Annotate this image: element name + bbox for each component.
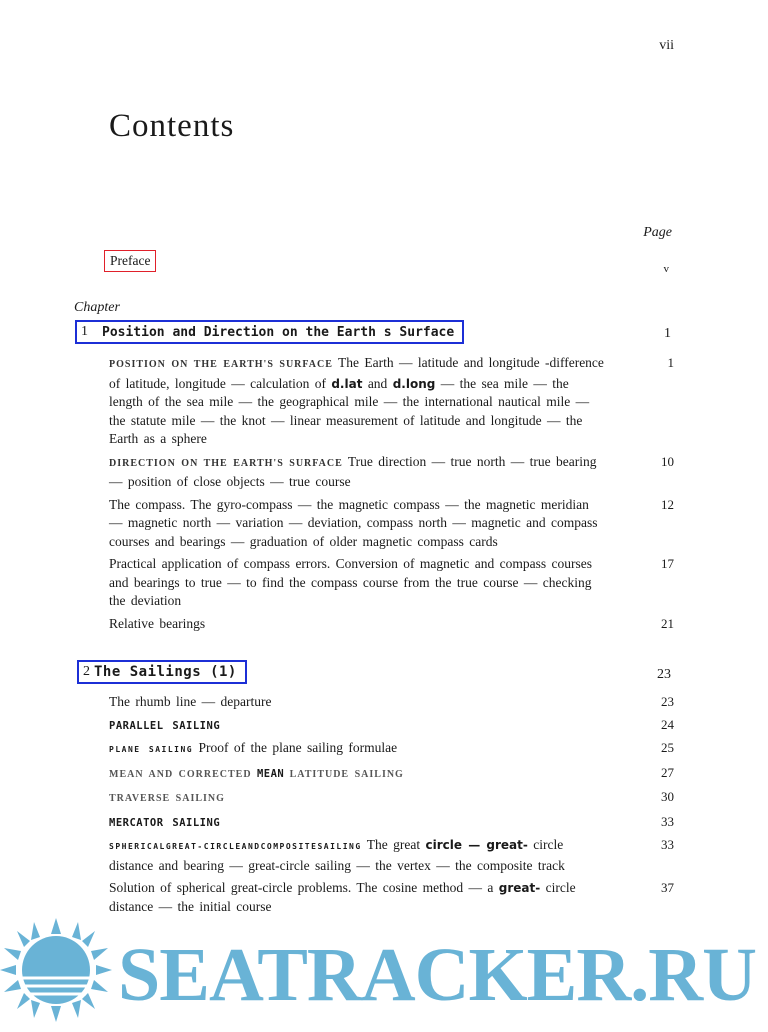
chapter-column-label: Chapter: [74, 300, 120, 315]
chapter-2-page: 23: [657, 667, 671, 682]
toc-entry[interactable]: [109, 354, 674, 449]
chapter-1-page: 1: [664, 326, 671, 341]
entry-lead: PLANE SAILING: [109, 745, 194, 754]
entry-bold: circle — great-: [425, 838, 528, 852]
entry-text: — the sea mile — the length of the sea mile — the geographical mile — the international nautical mile — the statute mile — the knot — linear measurement of latitude and longitude — the Earth as a sphere: [109, 375, 590, 446]
entry-page: 33: [661, 837, 674, 852]
entry-text: The rhumb line — departure: [109, 694, 272, 709]
toc-entry[interactable]: [109, 496, 674, 552]
entry-text: Proof of the plane sailing formulae: [198, 740, 398, 755]
chapter-title: The Sailings (1): [94, 664, 237, 680]
entry-text: The great: [366, 837, 421, 852]
chapter-1-entries: [109, 354, 674, 633]
entry-lead: LATITUDE SAILING: [289, 768, 404, 780]
entry-text: True direction — true north — true bearing — position of close objects — true course: [109, 453, 597, 489]
entry-lead: POSITION ON THE EARTH'S SURFACE: [109, 359, 333, 370]
entry-text: Practical application of compass errors. Conversion of magnetic and compass courses and bearings to true — to find the compass course from the true course — checking the deviation: [109, 556, 592, 608]
entry-page: 25: [661, 740, 674, 755]
entry-bold: d.lat: [331, 376, 363, 391]
entry-lead: MEAN: [256, 767, 285, 780]
entry-page: 10: [661, 453, 674, 469]
entry-page: 24: [661, 716, 674, 732]
entry-lead: TRAVERSE SAILING: [109, 793, 225, 804]
entry-page: 33: [661, 813, 674, 829]
page-title: Contents: [109, 108, 235, 144]
chapter-2-heading[interactable]: [77, 660, 247, 684]
entry-page: 21: [661, 615, 674, 631]
entry-bold: d.long: [392, 376, 436, 391]
entry-lead: DIRECTION ON THE EARTH'S SURFACE: [109, 457, 343, 469]
toc-entry[interactable]: [109, 813, 674, 833]
entry-page: 12: [661, 496, 674, 512]
entry-lead: MERCATOR SAILING: [109, 816, 221, 829]
entry-page: 17: [661, 556, 674, 571]
chapter-1-heading[interactable]: [75, 320, 464, 344]
entry-page: 27: [661, 764, 674, 780]
entry-page: 30: [661, 789, 674, 804]
toc-entry[interactable]: [109, 764, 674, 785]
page-column-header: Page: [643, 225, 672, 240]
toc-entry[interactable]: [109, 453, 674, 492]
page-number: vii: [659, 38, 674, 53]
chapter-title: Position and Direction on the Earth s Surface: [102, 324, 455, 340]
entry-lead: MEAN AND CORRECTED: [109, 768, 252, 780]
entry-text: Solution of spherical great-circle problems. The cosine method — a: [109, 880, 494, 895]
entry-text: The Earth — latitude and longitude -difference of latitude, longitude — calculation of: [109, 355, 604, 391]
toc-entry[interactable]: [109, 836, 674, 875]
chapter-2-entries: [109, 693, 674, 916]
preface-page: v: [663, 263, 669, 275]
entry-text: and: [367, 375, 388, 391]
entry-page: 37: [661, 880, 674, 895]
entry-lead: PARALLEL SAILING: [109, 719, 221, 732]
entry-text: circle distance and bearing — great-circle sailing — the vertex — the composite track: [109, 837, 565, 873]
toc-entry[interactable]: [109, 555, 674, 611]
entry-text: circle distance — the initial course: [109, 880, 576, 914]
entry-bold: great-: [498, 881, 541, 895]
toc-entry[interactable]: [109, 615, 674, 634]
chapter-number: 1: [81, 324, 88, 339]
chapter-number: 2: [83, 664, 90, 679]
toc-entry[interactable]: [109, 716, 674, 736]
toc-entry[interactable]: [109, 693, 674, 712]
watermark-text: SEATRACKER.RU: [118, 933, 757, 1017]
preface-link[interactable]: Preface: [104, 250, 156, 272]
entry-text: The compass. The gyro-compass — the magnetic compass — the magnetic meridian — magnetic north — variation — deviation, compass north — magnetic and compass courses and bearings — graduation of older magnetic compass cards: [109, 496, 598, 549]
entry-page: 1: [667, 355, 674, 370]
entry-page: 23: [661, 694, 674, 709]
toc-entry[interactable]: [109, 879, 674, 916]
toc-entry[interactable]: [109, 739, 674, 760]
entry-lead: SPHERICALGREAT-CIRCLEANDCOMPOSITESAILING: [109, 842, 362, 851]
toc-entry[interactable]: [109, 788, 674, 809]
entry-text: Relative bearings: [109, 615, 206, 631]
